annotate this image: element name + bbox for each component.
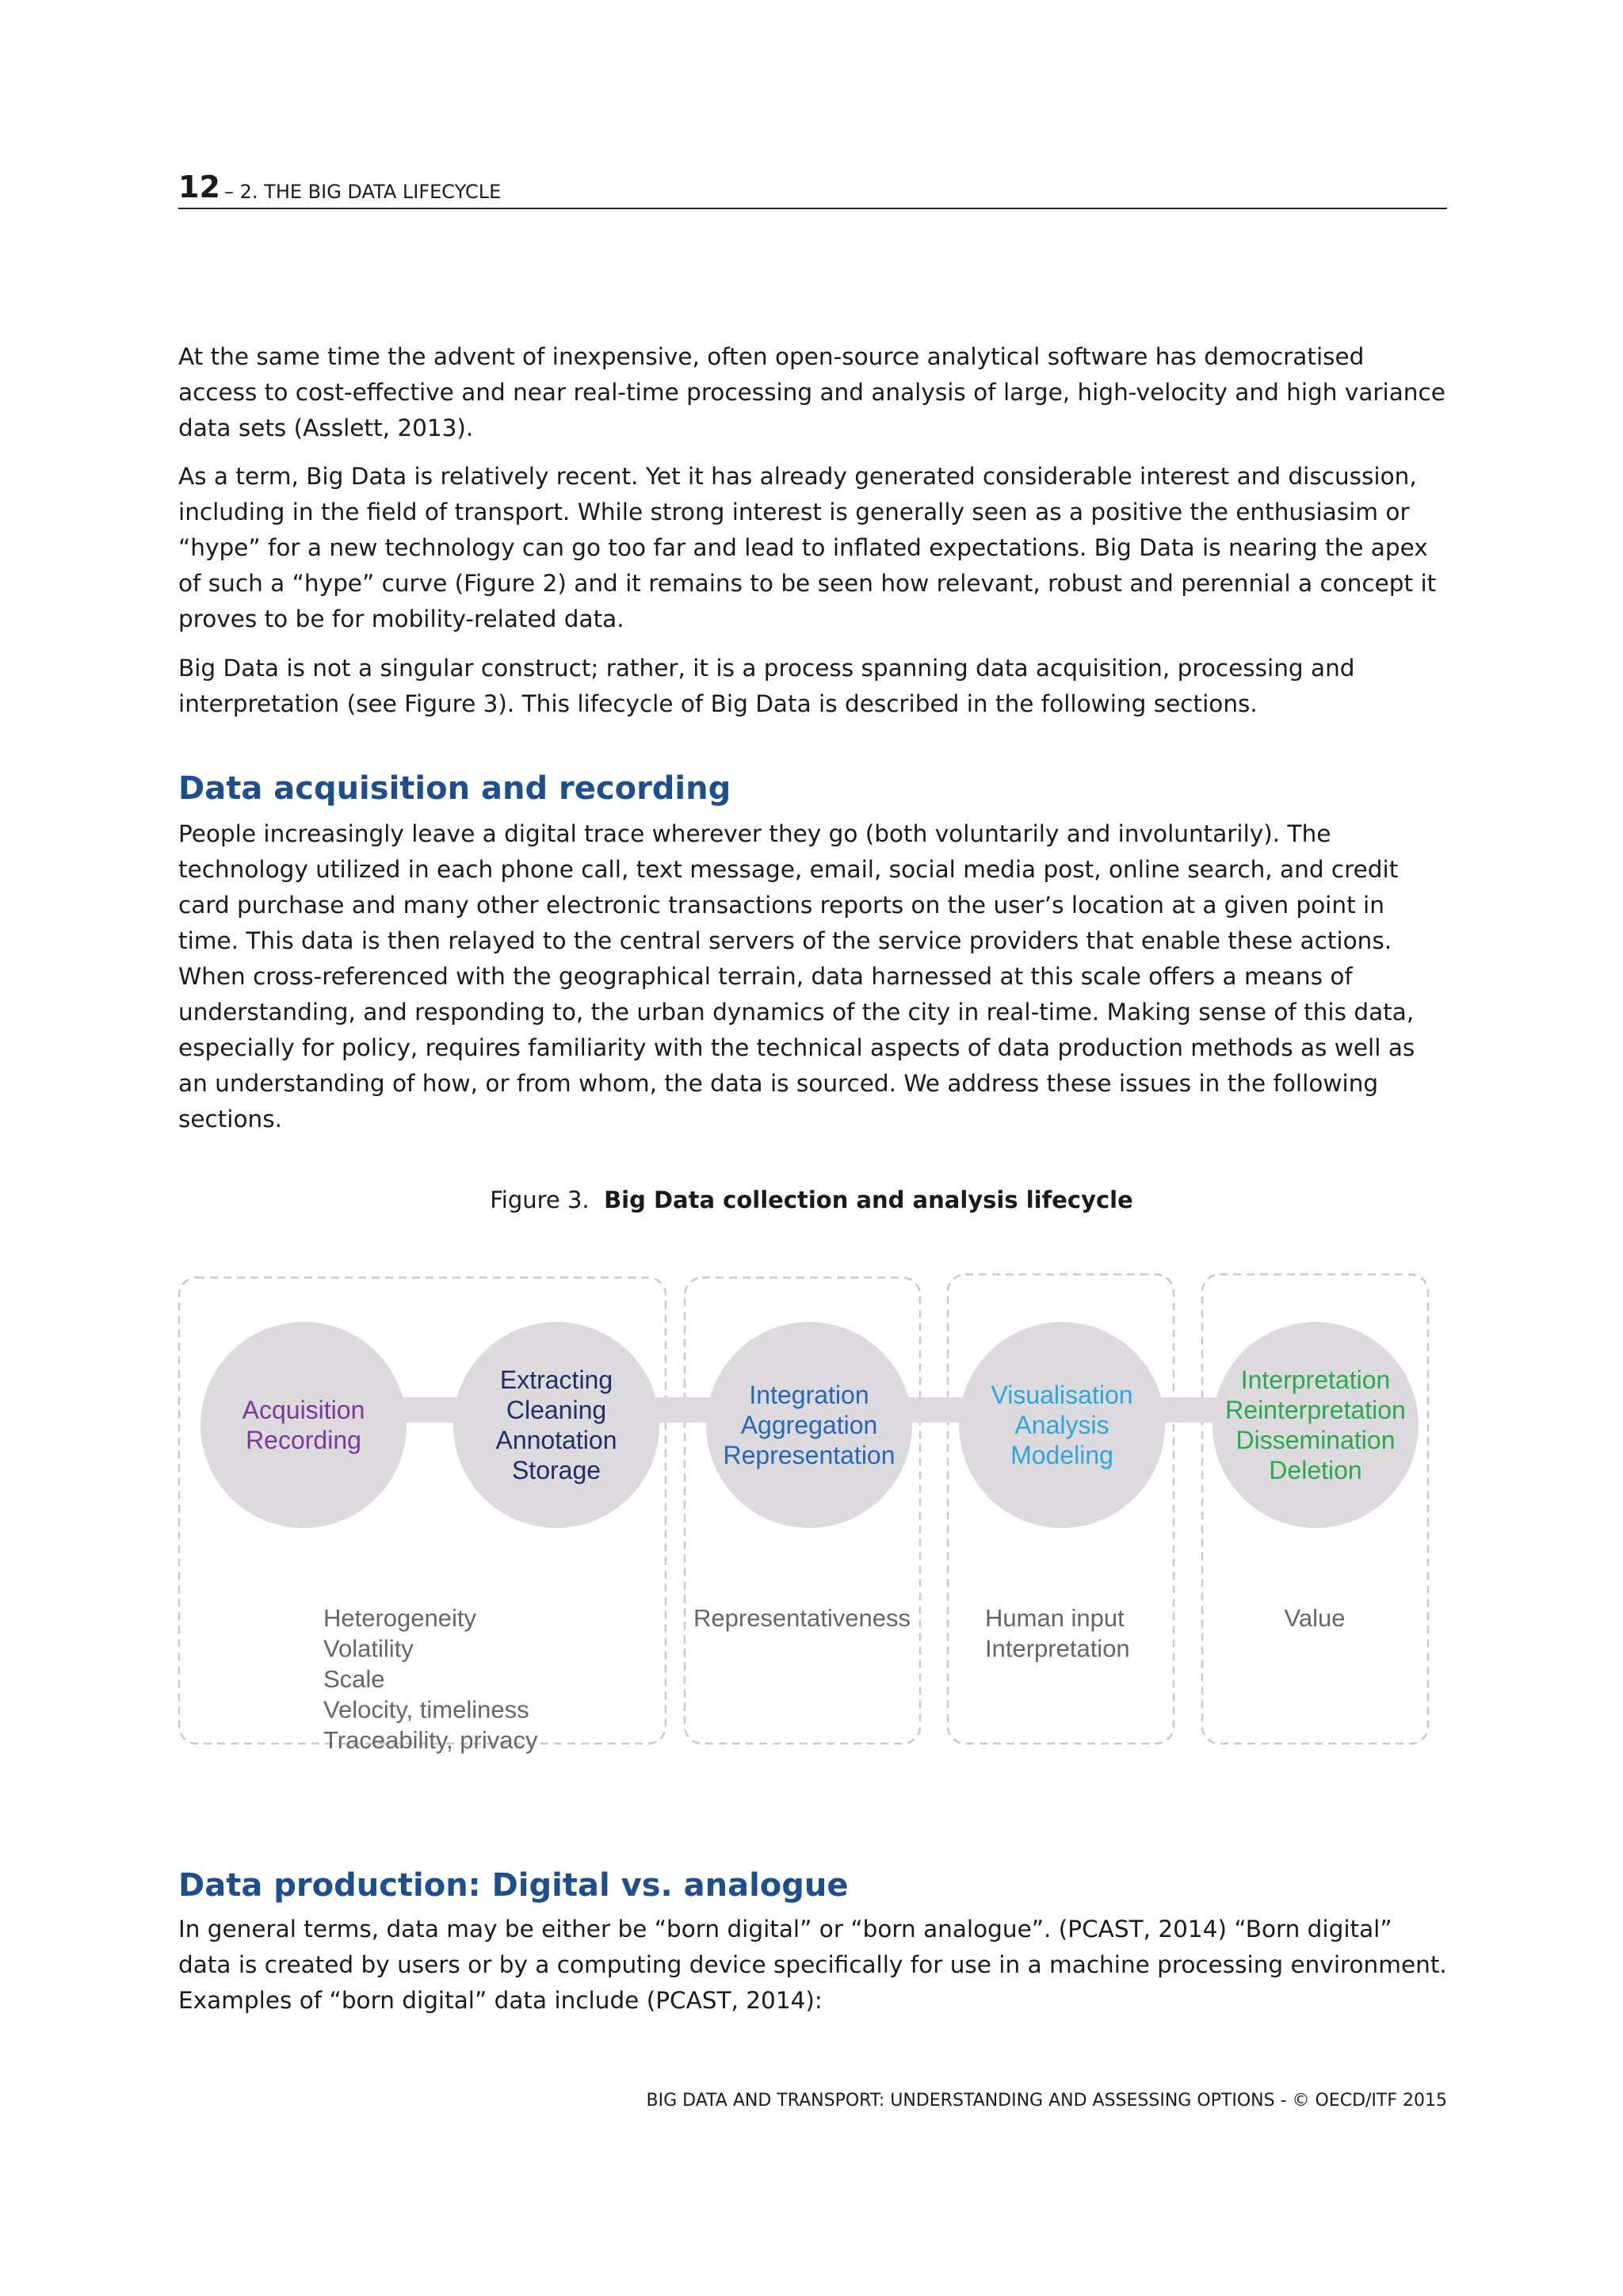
paragraph-4: People increasingly leave a digital trace wherever they go (both voluntarily and involuntarily). The technology utilized in each phone call, text message, email, social media post, online search, and credit card purchase and many other electronic transactions reports on the user’s location at a given point in time. This data is then relayed to the central servers of the service providers that enable these actions. When cross-referenced with the geographical terrain, data harnessed at this scale offers a means of understanding, and responding to, the urban dynamics of the city in real-time. Making sense of this data, especially for policy, requires familiarity with the technical aspects of data production methods as well as an understanding of how, or from whom, the data is sourced. We address these issues in the following sections. [178,820,1415,1133]
lifecycle-stage-label: Storage [511,1456,601,1484]
page-header [178,168,1447,209]
lifecycle-diagram [0,1252,1623,1775]
lifecycle-stage-label: Visualisation [991,1381,1133,1409]
challenge-label: Heterogeneity [323,1604,477,1632]
lifecycle-stage-label: Deletion [1269,1456,1362,1484]
challenge-label: Human input [985,1604,1125,1632]
lifecycle-stage-circle [1212,1322,1419,1528]
lifecycle-stage-label: Dissemination [1235,1426,1396,1454]
lifecycle-stage-label: Extracting [499,1366,613,1394]
challenge-label: Volatility [323,1634,414,1663]
section-heading-acquisition: Data acquisition and recording [178,770,731,807]
lifecycle-stage-label: Analysis [1014,1411,1109,1439]
paragraph-3: Big Data is not a singular construct; rather, it is a process spanning data acquisition, processing and interpretation (see Figure 3). This lifecycle of Big Data is described in the following sections. [178,655,1355,717]
figure-caption-prefix: Figure 3. [490,1186,590,1213]
figure-caption-title: Big Data collection and analysis lifecycle [604,1186,1133,1213]
lifecycle-stage-label: Recording [246,1426,361,1454]
lifecycle-stage-label: Annotation [495,1426,617,1454]
paragraph-2: As a term, Big Data is relatively recent. Yet it has already generated considerable interest and discussion, including in the field of transport. While strong interest is generally seen as a positive the enthusiasim or “hype” for a new technology can go too far and lead to inflated expectations. Big Data is nearing the apex of such a “hype” curve (Figure 2) and it remains to be seen how relevant, robust and perennial a concept it proves to be for mobility-related data. [178,463,1437,632]
lifecycle-stage-label: Representation [723,1441,896,1469]
lifecycle-stage-label: Acquisition [242,1396,365,1424]
section-heading-production: Data production: Digital vs. analogue [178,1867,849,1904]
challenge-label: Scale [323,1665,385,1693]
challenge-label: Velocity, timeliness [323,1695,529,1724]
lifecycle-stage-label: Reinterpretation [1225,1396,1406,1424]
paragraph-5: In general terms, data may be either be “born digital” or “born analogue”. (PCAST, 2014) “Born digital” data is created by users or by a computing device specifically for use in a machine processing environment. Examples of “born digital” data include (PCAST, 2014): [178,1916,1447,2014]
chapter-title: – 2. THE BIG DATA LIFECYCLE [224,181,502,203]
lifecycle-stage-circle [453,1322,659,1528]
challenge-label: Traceability, privacy [323,1726,538,1754]
lifecycle-stage-label: Cleaning [506,1396,607,1424]
paragraph-1: At the same time the advent of inexpensive, often open-source analytical software has democratised access to cost-effective and near real-time processing and analysis of large, high-velocity and high variance data sets (Asslett, 2013). [178,343,1445,441]
lifecycle-stage-label: Aggregation [740,1411,878,1439]
lifecycle-stage-label: Integration [749,1381,869,1409]
lifecycle-stage-label: Modeling [1010,1441,1113,1469]
lifecycle-diagram-svg [0,1252,1623,1775]
page-footer: BIG DATA AND TRANSPORT: UNDERSTANDING AND ASSESSING OPTIONS - © OECD/ITF 2015 [646,2091,1447,2111]
challenge-label: Representativeness [693,1604,911,1632]
figure-caption [0,1186,1623,1213]
lifecycle-stage-label: Interpretation [1240,1366,1391,1394]
challenge-label: Value [1284,1604,1346,1632]
challenge-label: Interpretation [985,1634,1130,1663]
page-number: 12 [178,170,220,204]
lifecycle-stage-circle [200,1322,407,1528]
